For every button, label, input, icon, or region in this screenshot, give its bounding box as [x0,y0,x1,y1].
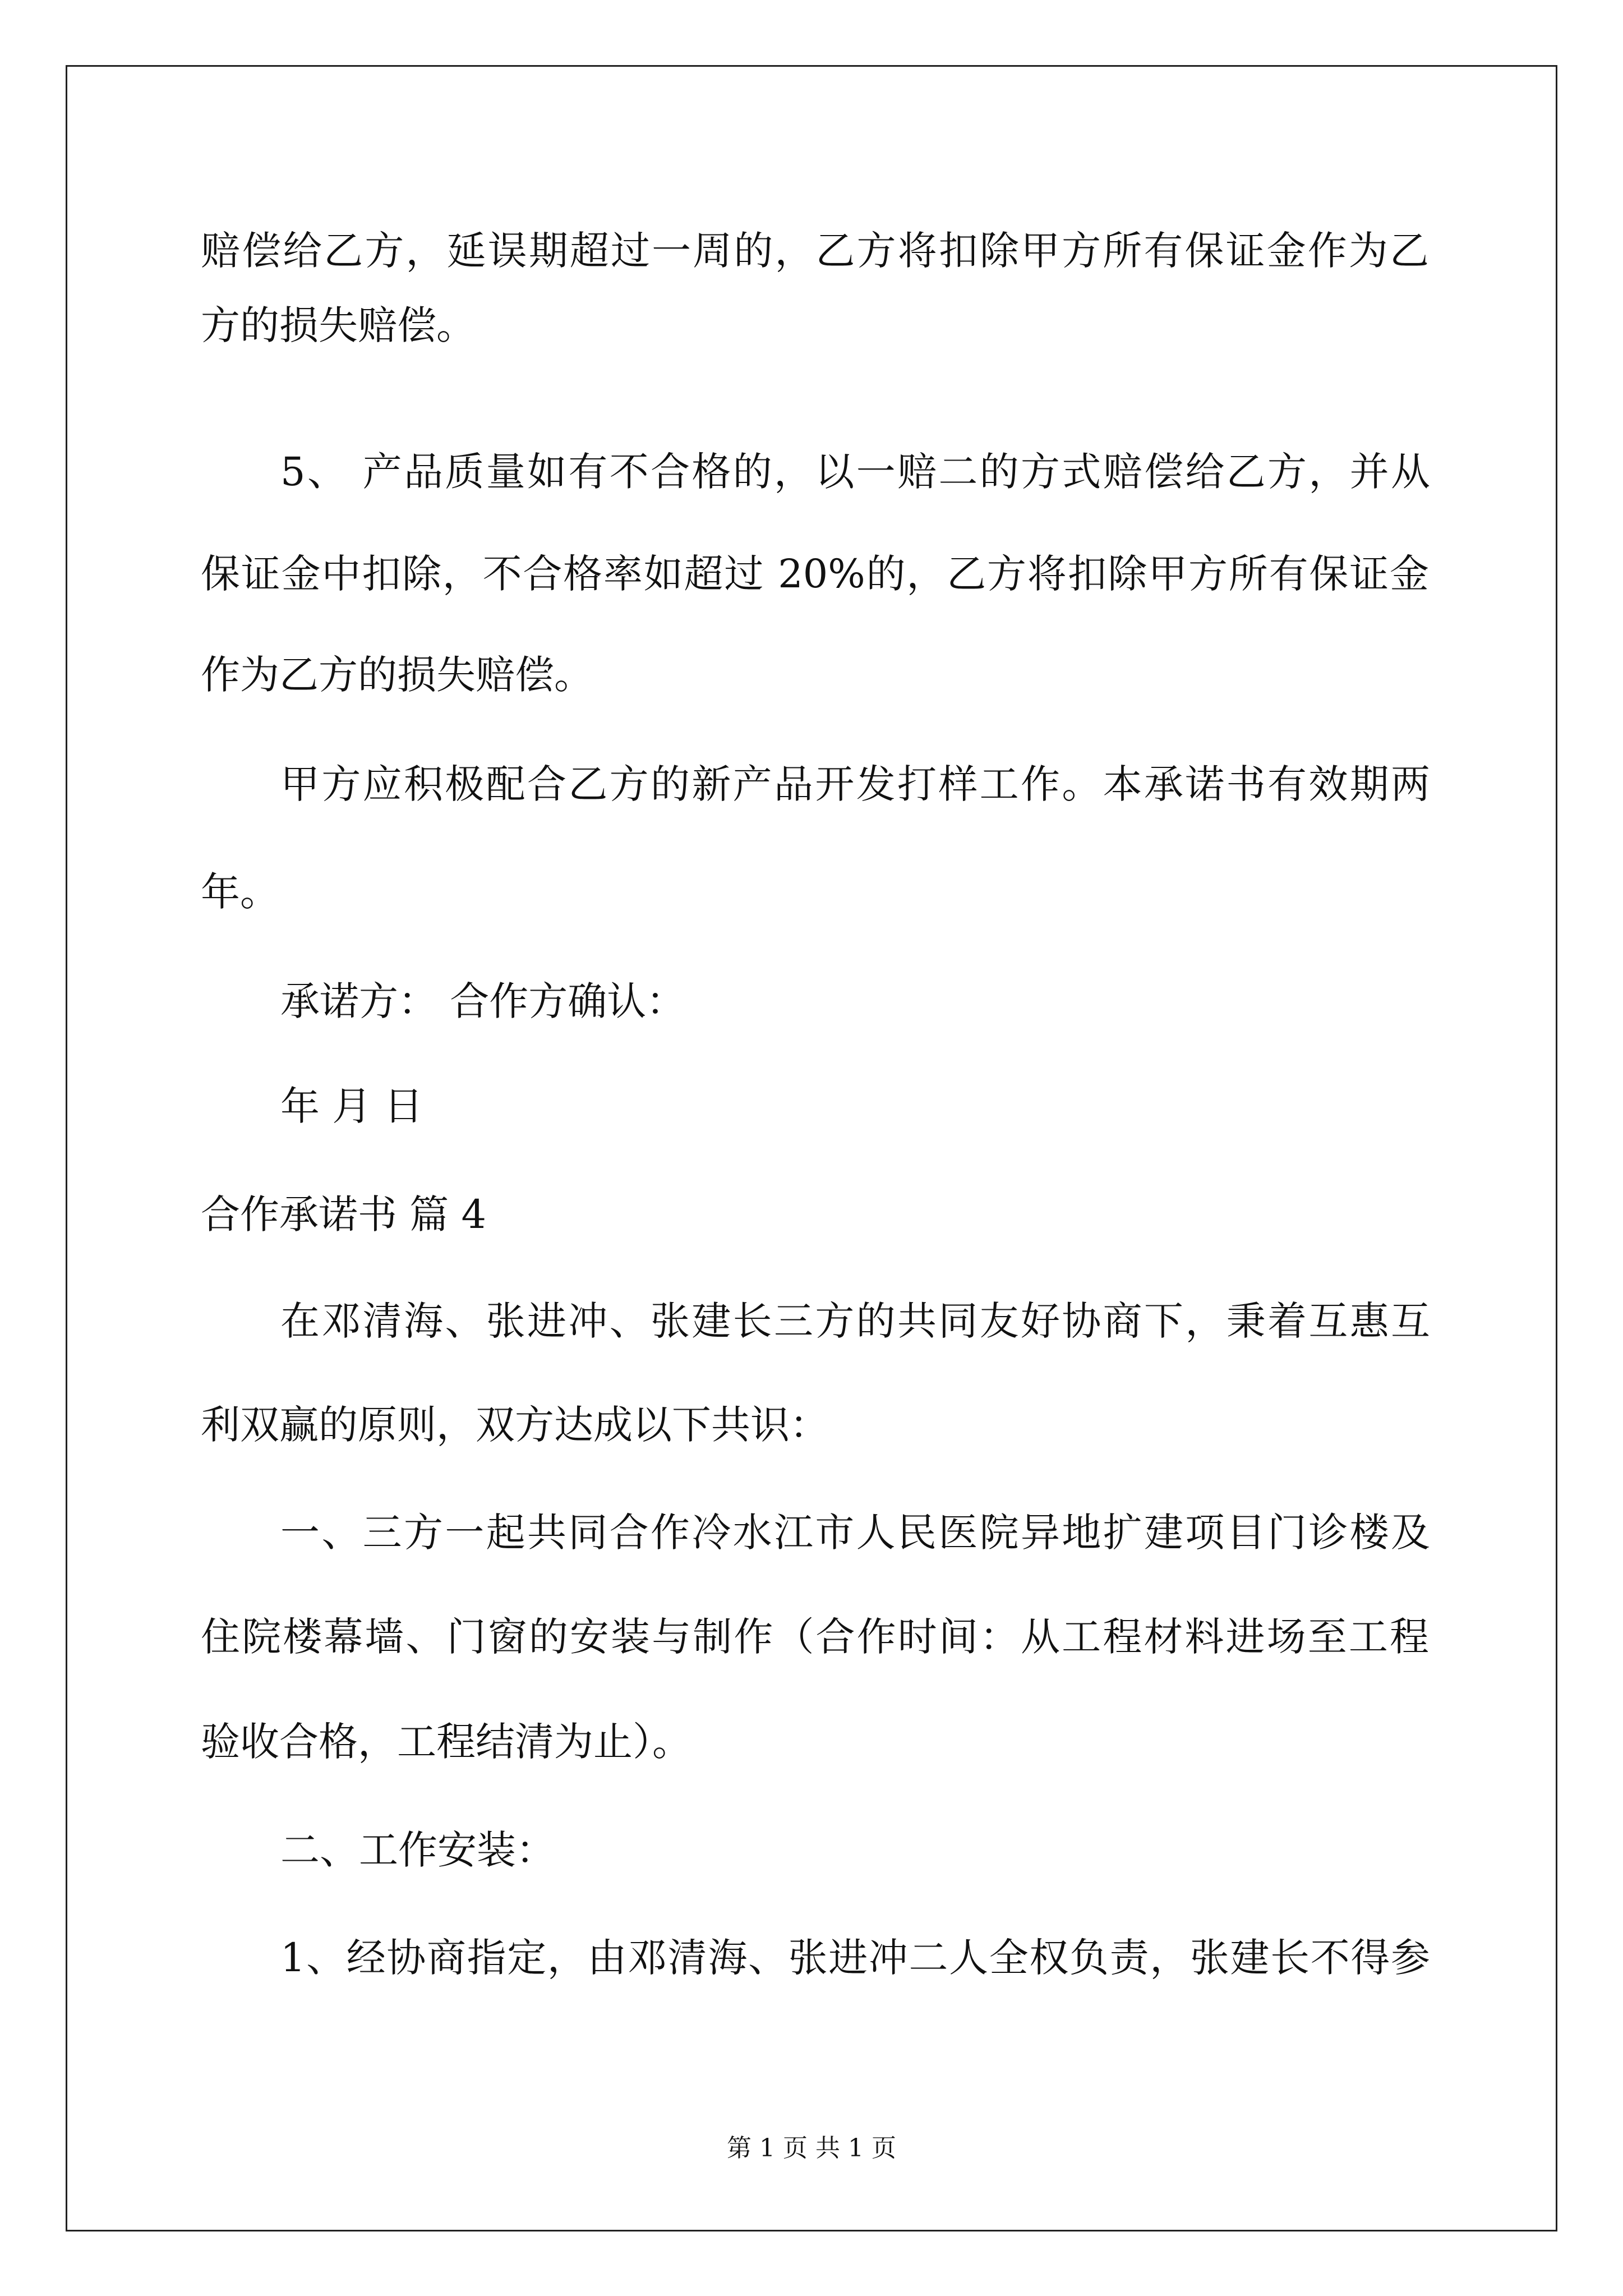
text-line-2: 方的损失赔偿。 [201,302,476,348]
text-line-9: 年 月 日 [280,1083,423,1129]
text-line-12: 利双赢的原则，双方达成以下共识： [201,1402,829,1448]
text-line-17: 1、经协商指定，由邓清海、张进冲二人全权负责，张建长不得参 [280,1935,1430,1981]
text-line-15: 验收合格，工程结清为止）。 [201,1719,691,1765]
text-line-14: 住院楼幕墙、门窗的安装与制作（合作时间：从工程材料进场至工程 [201,1614,1429,1660]
text-line-13: 一、三方一起共同合作冷水江市人民医院异地扩建项目门诊楼及 [280,1510,1430,1556]
text-line-16: 二、工作安装： [280,1827,555,1873]
page-border [66,65,1557,2231]
text-line-6: 甲方应积极配合乙方的新产品开发打样工作。本承诺书有效期两 [280,761,1430,807]
text-line-1: 赔偿给乙方，延误期超过一周的，乙方将扣除甲方所有保证金作为乙 [201,228,1429,274]
text-line-8: 承诺方： 合作方确认： [280,978,686,1024]
text-line-7: 年。 [201,869,279,915]
text-line-3: 5、 产品质量如有不合格的，以一赔二的方式赔偿给乙方，并从 [280,449,1430,495]
text-line-11: 在邓清海、张进冲、张建长三方的共同友好协商下，秉着互惠互 [280,1298,1430,1344]
page-footer: 第 1 页 共 1 页 [727,2134,896,2162]
section-heading: 合作承诺书 篇 4 [201,1191,487,1237]
text-line-5: 作为乙方的损失赔偿。 [201,652,593,698]
text-line-4: 保证金中扣除，不合格率如超过 20%的，乙方将扣除甲方所有保证金 [201,551,1429,597]
